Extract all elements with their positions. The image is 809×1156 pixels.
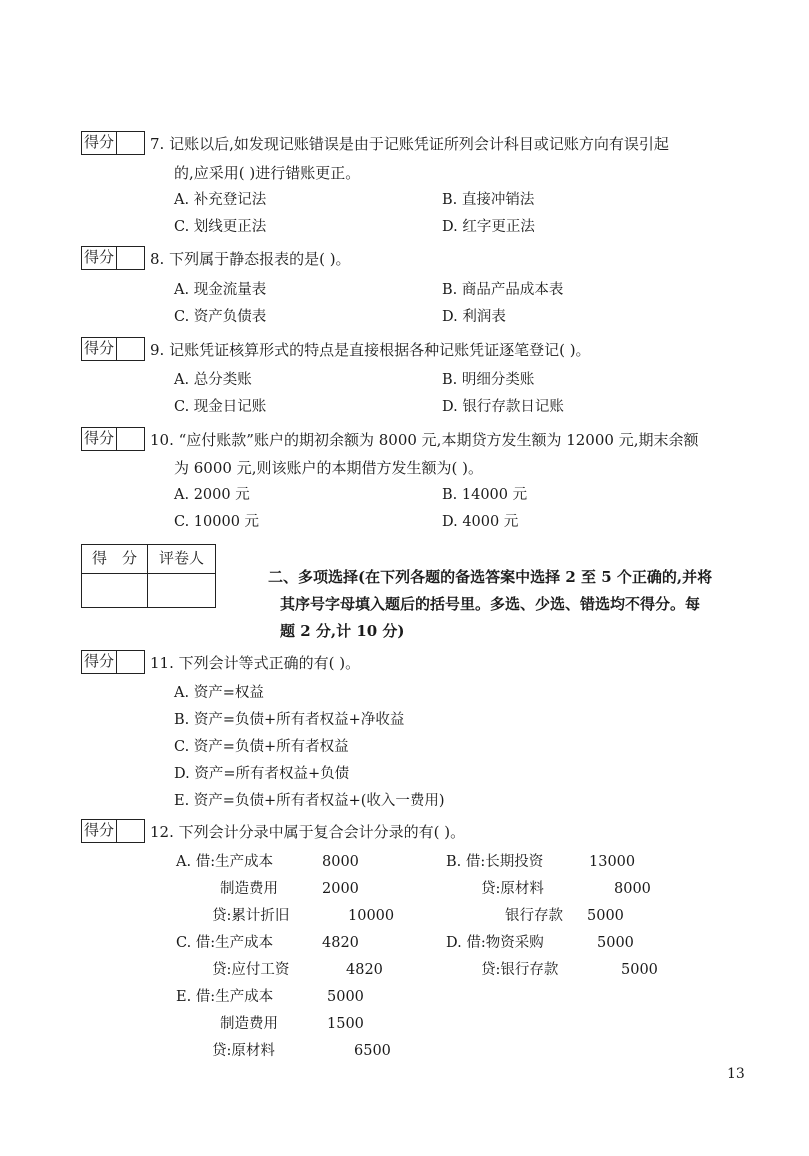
- q12-b-entry-1: B. 借:长期投资: [446, 854, 544, 870]
- q7-text-line2: 的,应采用( )进行错账更正。: [174, 164, 361, 182]
- score-label: 得分: [82, 651, 117, 673]
- score-blank: [117, 247, 144, 269]
- q12-a-entry-2: 制造费用: [220, 881, 278, 897]
- section-heading-line1: 二、多项选择(在下列各题的备选答案中选择 2 至 5 个正确的,并将: [268, 568, 713, 586]
- q9-text-line1: 9. 记账凭证核算形式的特点是直接根据各种记账凭证逐笔登记( )。: [150, 341, 591, 359]
- q11-option-a: A. 资产=权益: [174, 685, 264, 701]
- q12-e-entry-2: 制造费用: [220, 1016, 278, 1032]
- q12-a-entry-1: A. 借:生产成本: [176, 854, 274, 870]
- q11-option-b: B. 资产=负债+所有者权益+净收益: [174, 712, 405, 728]
- q7-option-a: A. 补充登记法: [174, 192, 267, 208]
- grade-table-grader-header: 评卷人: [148, 545, 215, 574]
- score-label: 得分: [82, 428, 117, 450]
- q12-e-entry-3: 贷:原材料: [212, 1043, 275, 1059]
- q7-option-d: D. 红字更正法: [442, 219, 535, 235]
- q12-b-entry-2: 贷:原材料: [481, 881, 544, 897]
- section-heading-line3: 题 2 分,计 10 分): [280, 622, 405, 640]
- q12-b-amount-1: 13000: [589, 854, 636, 870]
- score-box: [81, 337, 145, 361]
- q12-c-entry-2: 贷:应付工资: [212, 962, 290, 978]
- section-heading-line2: 其序号字母填入题后的括号里。多选、少选、错选均不得分。每: [280, 595, 701, 613]
- grade-table: [81, 544, 216, 608]
- q9-option-a: A. 总分类账: [174, 372, 252, 388]
- q12-c-entry-1: C. 借:生产成本: [176, 935, 274, 951]
- q10-option-d: D. 4000 元: [442, 514, 519, 530]
- score-box: [81, 819, 145, 843]
- q12-e-entry-1: E. 借:生产成本: [176, 989, 274, 1005]
- q10-option-b: B. 14000 元: [442, 487, 528, 503]
- score-label: 得分: [82, 247, 117, 269]
- q12-c-amount-2: 4820: [346, 962, 383, 978]
- q7-option-b: B. 直接冲销法: [442, 192, 535, 208]
- score-label: 得分: [82, 132, 117, 154]
- q10-option-a: A. 2000 元: [174, 487, 250, 503]
- q9-option-b: B. 明细分类账: [442, 372, 535, 388]
- q8-option-a: A. 现金流量表: [174, 282, 267, 298]
- q12-e-amount-1: 5000: [327, 989, 364, 1005]
- q10-text-line1: 10. “应付账款”账户的期初余额为 8000 元,本期贷方发生额为 12000 元,期末余额: [150, 431, 699, 449]
- q12-b-entry-3: 银行存款: [505, 908, 563, 924]
- score-blank: [117, 820, 144, 842]
- score-blank: [117, 651, 144, 673]
- q12-d-amount-2: 5000: [621, 962, 658, 978]
- grade-table-score-cell: [82, 574, 148, 607]
- q12-a-amount-3: 10000: [348, 908, 395, 924]
- q12-c-amount-1: 4820: [322, 935, 359, 951]
- score-blank: [117, 132, 144, 154]
- q12-a-amount-1: 8000: [322, 854, 359, 870]
- q12-e-amount-2: 1500: [327, 1016, 364, 1032]
- q7-text-line1: 7. 记账以后,如发现记账错误是由于记账凭证所列会计科目或记账方向有误引起: [150, 135, 669, 153]
- q8-option-b: B. 商品产品成本表: [442, 282, 564, 298]
- score-blank: [117, 338, 144, 360]
- grade-table-score-header: 得 分: [82, 545, 148, 574]
- score-box: [81, 427, 145, 451]
- q11-option-e: E. 资产=负债+所有者权益+(收入一费用): [174, 793, 445, 809]
- q8-option-c: C. 资产负债表: [174, 309, 267, 325]
- q9-option-d: D. 银行存款日记账: [442, 399, 564, 415]
- q7-option-c: C. 划线更正法: [174, 219, 267, 235]
- q10-option-c: C. 10000 元: [174, 514, 260, 530]
- score-label: 得分: [82, 338, 117, 360]
- q12-e-amount-3: 6500: [354, 1043, 391, 1059]
- score-box: [81, 650, 145, 674]
- score-label: 得分: [82, 820, 117, 842]
- score-blank: [117, 428, 144, 450]
- q12-b-amount-3: 5000: [587, 908, 624, 924]
- page-number: 13: [727, 1066, 745, 1082]
- grade-table-grader-cell: [148, 574, 215, 607]
- q9-option-c: C. 现金日记账: [174, 399, 267, 415]
- q12-a-amount-2: 2000: [322, 881, 359, 897]
- score-box: [81, 246, 145, 270]
- q10-text-line2: 为 6000 元,则该账户的本期借方发生额为( )。: [174, 459, 483, 477]
- q12-b-amount-2: 8000: [614, 881, 651, 897]
- q11-option-c: C. 资产=负债+所有者权益: [174, 739, 349, 755]
- q11-text-line1: 11. 下列会计等式正确的有( )。: [150, 654, 361, 672]
- score-box: [81, 131, 145, 155]
- q12-a-entry-3: 贷:累计折旧: [212, 908, 290, 924]
- q8-text-line1: 8. 下列属于静态报表的是( )。: [150, 250, 351, 268]
- q12-text-line1: 12. 下列会计分录中属于复合会计分录的有( )。: [150, 823, 466, 841]
- q8-option-d: D. 利润表: [442, 309, 506, 325]
- q12-d-entry-1: D. 借:物资采购: [446, 935, 544, 951]
- q11-option-d: D. 资产=所有者权益+负债: [174, 766, 350, 782]
- q12-d-entry-2: 贷:银行存款: [481, 962, 559, 978]
- q12-d-amount-1: 5000: [597, 935, 634, 951]
